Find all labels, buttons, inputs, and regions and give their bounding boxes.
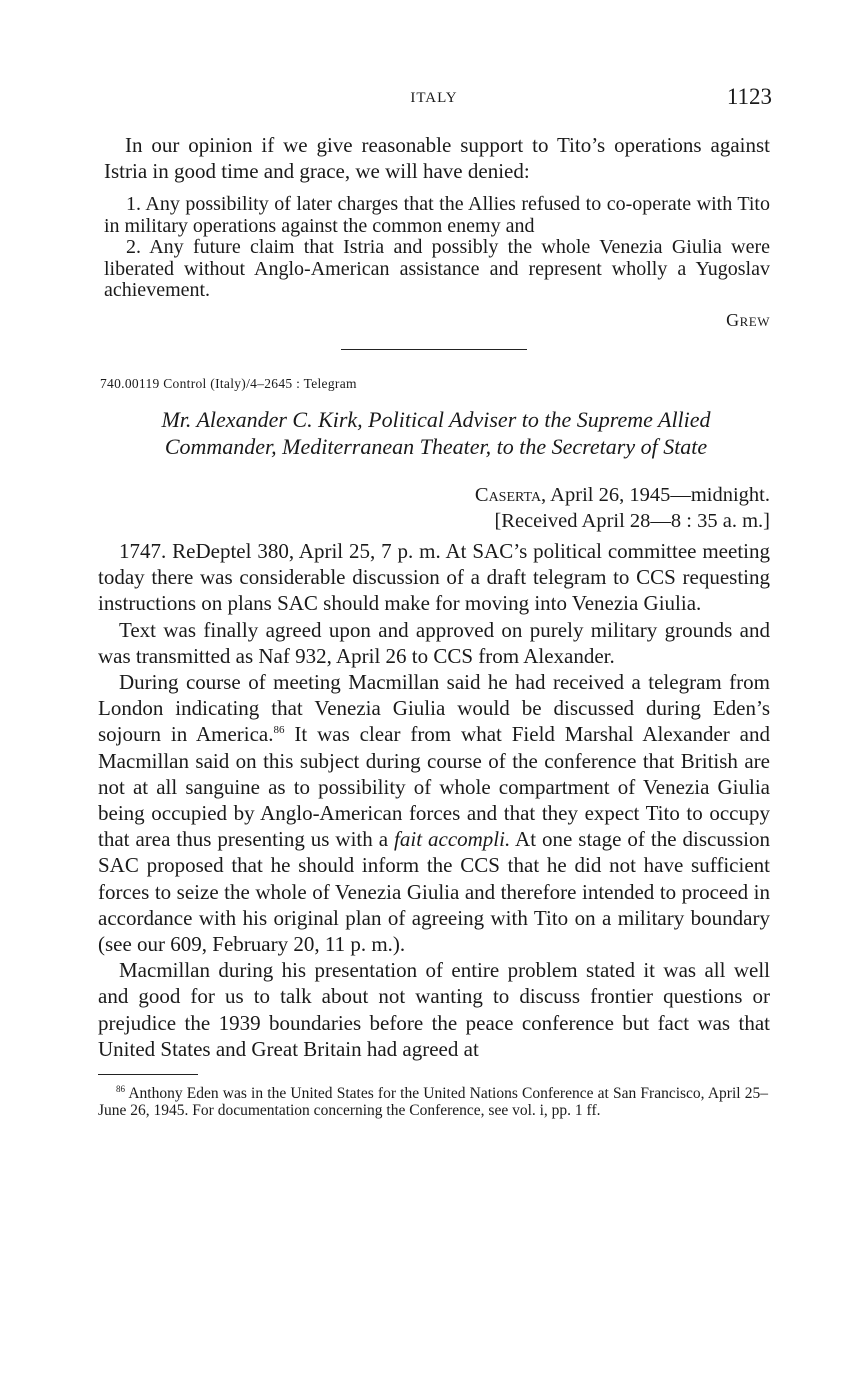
body-text-run: During course of meeting Macmillan said he had received a telegram from London indicating that Venezia Giulia would be discussed during Eden’s sojourn in America. [98, 669, 770, 747]
page-number: 1123 [726, 84, 772, 109]
telegram-body [98, 538, 770, 1062]
document-title-line: Commander, Mediterranean Theater, to the Secretary of State [164, 433, 708, 459]
document-title-line: Mr. Alexander C. Kirk, Political Adviser to the Supreme Allied [161, 406, 711, 432]
section-divider [341, 349, 527, 350]
footnote [98, 1085, 770, 1119]
dateline-place: Caserta, [474, 483, 547, 506]
signature: Grew [726, 309, 770, 330]
body-paragraph: 1747. ReDeptel 380, April 25, 7 p. m. At SAC’s political committee meeting today there was considerable discussion of a draft telegram to CCS requesting instructions on plans SAC should make for moving into Venezia Giulia. [98, 538, 770, 616]
document-reference: 740.00119 Control (Italy)/4–2645 : Telegram [100, 375, 357, 391]
page-header [98, 80, 770, 120]
list-item: 2. Any future claim that Istria and possibly the whole Venezia Giulia were liberated without Anglo-American assistance and represent wholly a Yugoslav achievement. [104, 236, 770, 302]
body-paragraph: Macmillan during his presentation of entire problem stated it was all well and good for us to talk about not wanting to discuss frontier questions or prejudice the 1939 boundaries before the peace conference but fact was that United States and Great Britain had agreed at [98, 958, 770, 1061]
footnote-text: Anthony Eden was in the United States for the United Nations Conference at San Francisco, April 25–June 26, 1945. For documentation concerning the Conference, see vol. i, pp. 1 ff. [98, 1084, 768, 1119]
opinion-paragraph: In our opinion if we give reasonable support to Tito’s operations against Istria in good time and grace, we will have denied: [104, 133, 770, 184]
received-line: [Received April 28—8 : 35 a. m.] [494, 509, 770, 532]
body-text-run: At one stage of the discussion SAC proposed that he should inform the CCS that he did not have sufficient forces to seize the whole of Venezia Giulia and therefore intended to proceed in accordance with his original plan of agreeing with Tito on a military boundary (see our 609, February 20, 11 p. m.). [98, 827, 770, 956]
italic-phrase: fait accompli. [394, 827, 511, 852]
running-head: ITALY [410, 90, 458, 106]
list-item: 1. Any possibility of later charges that the Allies refused to co-operate with Tito in military operations against the common enemy and [104, 193, 770, 237]
document-title [98, 406, 770, 460]
footnote-divider [98, 1074, 198, 1075]
dateline-date: April 26, 1945—midnight. [546, 483, 770, 506]
dateline [98, 482, 770, 508]
body-paragraph [98, 669, 770, 957]
body-paragraph: Text was finally agreed upon and approved on purely military grounds and was transmitted as Naf 932, April 26 to CCS from Alexander. [98, 617, 770, 668]
numbered-list [98, 194, 770, 302]
document-page [98, 80, 770, 1134]
footnote-marker: 86 [116, 1083, 125, 1094]
body-text-run: It was clear from what Field Marshal Alexander and Macmillan said on this subject during course of the conference that British are not at all sanguine as to possibility of whole compartment of Venezia Giulia being occupied by Anglo-American forces and that they expect Tito to occupy that area thus presenting us with a [98, 722, 770, 852]
footnote-reference: 86 [273, 724, 285, 737]
